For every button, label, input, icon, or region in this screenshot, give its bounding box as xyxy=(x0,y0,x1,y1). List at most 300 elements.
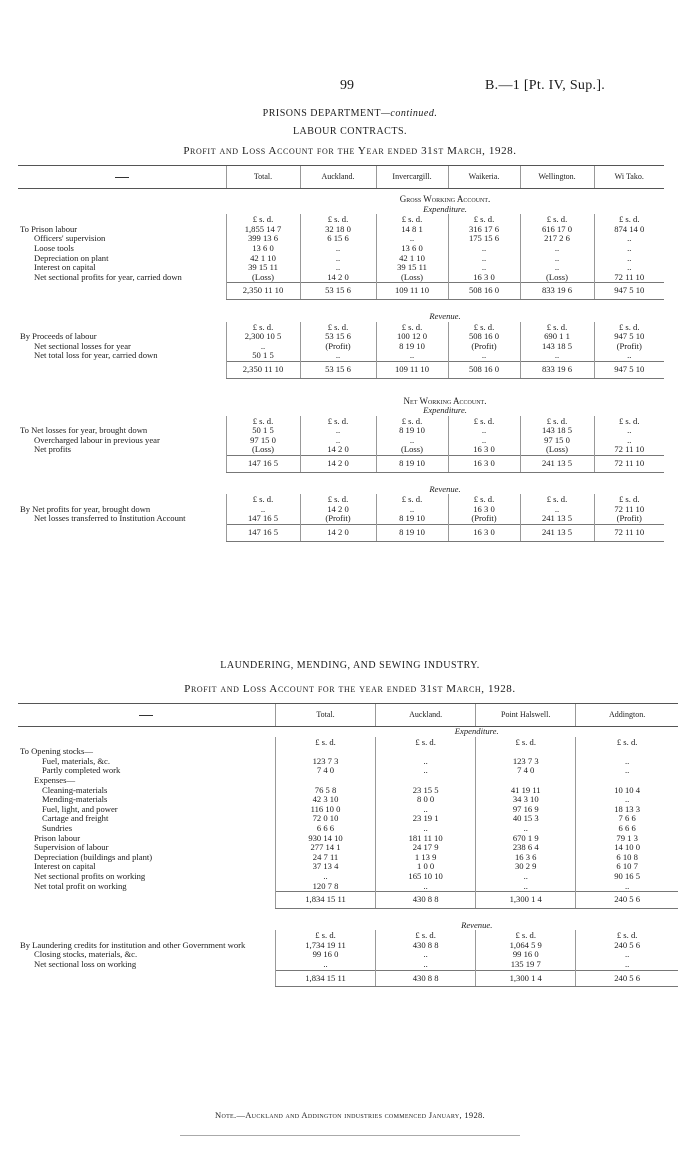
row-label-text: Net sectional profits for year, carried down xyxy=(34,271,182,282)
currency-unit: £ s. d. xyxy=(594,494,664,505)
cell-value: .. xyxy=(594,426,664,436)
cell-value: 14 2 0 xyxy=(300,505,376,515)
expenditure-label: Expenditure. xyxy=(454,726,499,736)
cell-value: 120 7 8 xyxy=(275,882,375,892)
total-value: 14 2 0 xyxy=(300,456,376,473)
cell-value: 14 2 0 xyxy=(300,273,376,283)
labour-contracts-title: LABOUR CONTRACTS. xyxy=(292,126,408,137)
currency-unit: £ s. d. xyxy=(520,416,594,427)
currency-unit: £ s. d. xyxy=(376,214,448,225)
total-spacer xyxy=(18,525,226,542)
total-value: 16 3 0 xyxy=(448,525,520,542)
revenue-label: Revenue. xyxy=(461,919,493,930)
spacer-row xyxy=(18,378,664,391)
department-name: PRISONS DEPARTMENT xyxy=(262,108,381,119)
cell-value: .. xyxy=(376,436,448,446)
column-header-row xyxy=(18,166,664,189)
row-label-text: To Net losses for year, brought down xyxy=(20,425,148,436)
cell-value: 430 8 8 xyxy=(376,941,476,951)
cell-value: 13 6 0 xyxy=(376,244,448,254)
total-value: 2,350 11 10 xyxy=(226,283,300,300)
cell-value: 23 15 5 xyxy=(376,786,476,796)
cell-value: .. xyxy=(300,244,376,254)
column-header: Waikeria. xyxy=(448,166,520,189)
row-label-text: By Net profits for year, brought down xyxy=(20,503,151,514)
row-label-text: Fuel, materials, &c. xyxy=(42,755,111,766)
cell-value: 1 13 9 xyxy=(376,853,476,863)
row-label-text: Expenses— xyxy=(34,774,76,785)
cell-value: .. xyxy=(520,244,594,254)
total-value: 430 8 8 xyxy=(376,892,476,909)
revenue-label-spacer xyxy=(18,485,226,495)
cell-value: (Loss) xyxy=(226,445,300,455)
cell-value: 240 5 6 xyxy=(576,941,678,951)
total-row xyxy=(18,283,664,300)
cell-value: 24 17 9 xyxy=(376,843,476,853)
cell-value: 241 13 5 xyxy=(520,514,594,524)
row-label xyxy=(18,273,226,283)
cell-value: 97 15 0 xyxy=(226,436,300,446)
cell-value: .. xyxy=(448,351,520,361)
revenue-label-spacer xyxy=(18,921,275,931)
cell-value: .. xyxy=(275,872,375,882)
cell-value: .. xyxy=(576,960,678,970)
cell-value: 1,734 19 11 xyxy=(275,941,375,951)
total-value: 147 16 5 xyxy=(226,525,300,542)
table-row xyxy=(18,853,678,863)
cell-value: (Profit) xyxy=(448,342,520,352)
row-label-text: Net total loss for year, carried down xyxy=(34,350,158,361)
cell-value: .. xyxy=(576,795,678,805)
currency-unit: £ s. d. xyxy=(476,737,576,748)
cell-value: .. xyxy=(300,254,376,264)
cell-value: 6 15 6 xyxy=(300,234,376,244)
total-value: 240 5 6 xyxy=(576,892,678,909)
cell-value: .. xyxy=(448,436,520,446)
currency-unit: £ s. d. xyxy=(594,322,664,333)
cell-value: 50 1 5 xyxy=(226,426,300,436)
currency-unit: £ s. d. xyxy=(576,737,678,748)
row-label-text: Officers' supervision xyxy=(34,233,106,244)
row-label-text: Closing stocks, materials, &c. xyxy=(34,949,138,960)
table-row xyxy=(18,814,678,824)
row-label-text: To Prison labour xyxy=(20,223,78,234)
row-label-text: Net total profit on working xyxy=(34,880,127,891)
cell-value: .. xyxy=(520,263,594,273)
cell-value: (Loss) xyxy=(520,273,594,283)
cell-value: .. xyxy=(448,263,520,273)
total-value: 72 11 10 xyxy=(594,456,664,473)
column-header: Invercargill. xyxy=(376,166,448,189)
table-row xyxy=(18,834,678,844)
total-value: 508 16 0 xyxy=(448,283,520,300)
row-label-text: Supervision of labour xyxy=(34,842,109,853)
total-spacer xyxy=(18,970,275,987)
row-label xyxy=(18,351,226,361)
column-header: Point Halswell. xyxy=(476,704,576,727)
cell-value: 32 18 0 xyxy=(300,225,376,235)
cell-value: .. xyxy=(594,436,664,446)
cell-value: .. xyxy=(576,757,678,767)
cell-value: .. xyxy=(576,882,678,892)
currency-unit: £ s. d. xyxy=(376,930,476,941)
cell-value: 72 11 10 xyxy=(594,273,664,283)
cell-value: .. xyxy=(376,960,476,970)
column-header: Auckland. xyxy=(300,166,376,189)
table-row xyxy=(18,273,664,283)
currency-unit: £ s. d. xyxy=(594,214,664,225)
currency-unit: £ s. d. xyxy=(376,416,448,427)
currency-unit: £ s. d. xyxy=(520,494,594,505)
currency-unit: £ s. d. xyxy=(226,416,300,427)
header-dash xyxy=(18,166,226,189)
spacer-row xyxy=(18,472,664,485)
department-continued: —continued. xyxy=(381,108,438,119)
cell-value: .. xyxy=(594,234,664,244)
spacer-cell xyxy=(18,299,664,312)
cell-value: 1,855 14 7 xyxy=(226,225,300,235)
net-working-title-spacer xyxy=(18,391,226,407)
cell-value: 8 19 10 xyxy=(376,342,448,352)
column-header: Wi Tako. xyxy=(594,166,664,189)
row-label-text: Interest on capital xyxy=(34,861,96,872)
cell-value: 99 16 0 xyxy=(476,950,576,960)
bottom-rule xyxy=(180,1135,520,1136)
cell-value: (Loss) xyxy=(376,273,448,283)
table-row xyxy=(18,960,678,970)
cell-value: 30 2 9 xyxy=(476,862,576,872)
cell-value: .. xyxy=(300,351,376,361)
currency-unit: £ s. d. xyxy=(300,494,376,505)
row-label xyxy=(18,960,275,970)
cell-value: 181 11 10 xyxy=(376,834,476,844)
cell-value: 50 1 5 xyxy=(226,351,300,361)
expenditure-label: Expenditure. xyxy=(423,405,467,416)
total-row xyxy=(18,525,664,542)
revenue-label-spacer xyxy=(18,312,226,322)
row-label-text: Net losses transferred to Institution Account xyxy=(34,513,186,524)
cell-value: 165 10 10 xyxy=(376,872,476,882)
total-value: 241 13 5 xyxy=(520,456,594,473)
cell-value: .. xyxy=(594,254,664,264)
cell-value: 97 15 0 xyxy=(520,436,594,446)
revenue-label-row xyxy=(18,485,664,495)
cell-value: 690 1 1 xyxy=(520,332,594,342)
cell-value: 42 1 10 xyxy=(226,254,300,264)
cell-value: .. xyxy=(300,426,376,436)
cell-value: (Profit) xyxy=(300,342,376,352)
expenditure-label-row xyxy=(18,406,664,416)
currency-unit: £ s. d. xyxy=(226,322,300,333)
currency-unit: £ s. d. xyxy=(300,416,376,427)
cell-value: 7 4 0 xyxy=(275,766,375,776)
spacer-cell xyxy=(18,378,664,391)
currency-unit: £ s. d. xyxy=(476,930,576,941)
cell-value: 6 6 6 xyxy=(275,824,375,834)
total-spacer xyxy=(18,283,226,300)
row-label-text: Net sectional profits on working xyxy=(34,870,146,881)
table-row xyxy=(18,747,678,757)
expenditure-label: Expenditure. xyxy=(423,203,467,214)
expenditure-label-spacer xyxy=(18,727,275,737)
cell-value: 143 18 5 xyxy=(520,342,594,352)
total-value: 109 11 10 xyxy=(376,283,448,300)
cell-value: (Loss) xyxy=(376,445,448,455)
row-label-text: Sundries xyxy=(42,822,73,833)
cell-value: 23 19 1 xyxy=(376,814,476,824)
cell-value: .. xyxy=(376,950,476,960)
cell-value: .. xyxy=(448,254,520,264)
row-label-text: Cleaning-materials xyxy=(42,784,108,795)
cell-value: 1 0 0 xyxy=(376,862,476,872)
cell-value: .. xyxy=(576,950,678,960)
row-label-text: By Proceeds of labour xyxy=(20,331,97,342)
total-spacer xyxy=(18,892,275,909)
cell-value: 42 1 10 xyxy=(376,254,448,264)
cell-value: 16 3 0 xyxy=(448,505,520,515)
cell-value: 8 19 10 xyxy=(376,514,448,524)
cell-value: .. xyxy=(520,505,594,515)
cell-value: .. xyxy=(226,342,300,352)
column-header: Wellington. xyxy=(520,166,594,189)
total-row xyxy=(18,970,678,987)
row-label-text: Overcharged labour in previous year xyxy=(34,434,160,445)
dash-mark xyxy=(139,715,153,716)
row-label-text: Depreciation on plant xyxy=(34,252,109,263)
cell-value: .. xyxy=(300,263,376,273)
total-value: 14 2 0 xyxy=(300,525,376,542)
total-value: 2,350 11 10 xyxy=(226,361,300,378)
cell-value: .. xyxy=(300,436,376,446)
cell-value: .. xyxy=(476,872,576,882)
footnote: Note.—Auckland and Addington industries commenced January, 1928. xyxy=(215,1110,485,1120)
cell-value: .. xyxy=(594,244,664,254)
total-value: 1,300 1 4 xyxy=(476,892,576,909)
total-row xyxy=(18,361,664,378)
cell-value: .. xyxy=(376,824,476,834)
row-label xyxy=(18,882,275,892)
cell-value: .. xyxy=(594,351,664,361)
cell-value: .. xyxy=(376,882,476,892)
table-row xyxy=(18,805,678,815)
spacer-row xyxy=(18,908,678,921)
gross-working-title-row xyxy=(18,189,664,205)
cell-value: 16 3 6 xyxy=(476,853,576,863)
total-value: 833 19 6 xyxy=(520,283,594,300)
cell-value: 399 13 6 xyxy=(226,234,300,244)
cell-value: 42 3 10 xyxy=(275,795,375,805)
table-row xyxy=(18,766,678,776)
currency-unit: £ s. d. xyxy=(520,214,594,225)
column-header: Total. xyxy=(275,704,375,727)
profit-loss-title-2: Profit and Loss Account for the year ended 31st March, 1928. xyxy=(184,683,516,695)
cell-value: 97 16 9 xyxy=(476,805,576,815)
cell-value: 6 6 6 xyxy=(576,824,678,834)
total-row xyxy=(18,456,664,473)
total-value: 147 16 5 xyxy=(226,456,300,473)
cell-value: 143 18 5 xyxy=(520,426,594,436)
cell-value: 947 5 10 xyxy=(594,332,664,342)
total-spacer xyxy=(18,456,226,473)
total-spacer xyxy=(18,361,226,378)
cell-value: 72 0 10 xyxy=(275,814,375,824)
laundering-table xyxy=(18,703,678,987)
spacer-cell xyxy=(18,908,678,921)
spacer-cell xyxy=(18,472,664,485)
cell-value: 100 12 0 xyxy=(376,332,448,342)
cell-value: (Profit) xyxy=(448,514,520,524)
cell-value: 34 3 10 xyxy=(476,795,576,805)
currency-unit: £ s. d. xyxy=(376,737,476,748)
row-label-text: Net sectional loss on working xyxy=(34,959,137,970)
currency-unit: £ s. d. xyxy=(576,930,678,941)
row-label-text: Mending-materials xyxy=(42,794,108,805)
total-value: 508 16 0 xyxy=(448,361,520,378)
cell-value: 24 7 11 xyxy=(275,853,375,863)
table-row xyxy=(18,514,664,524)
currency-unit: £ s. d. xyxy=(376,322,448,333)
cell-value: 10 10 4 xyxy=(576,786,678,796)
cell-value: 7 6 6 xyxy=(576,814,678,824)
table-row xyxy=(18,234,664,244)
header-dash xyxy=(18,704,275,727)
cell-value: 79 1 3 xyxy=(576,834,678,844)
laundering-title: LAUNDERING, MENDING, AND SEWING INDUSTRY. xyxy=(220,660,480,671)
row-label-text: Net profits xyxy=(34,444,71,455)
total-value: 430 8 8 xyxy=(376,970,476,987)
cell-value: 14 10 0 xyxy=(576,843,678,853)
column-header: Addington. xyxy=(576,704,678,727)
cell-value: 135 19 7 xyxy=(476,960,576,970)
cell-value: 316 17 6 xyxy=(448,225,520,235)
cell-value: 874 14 0 xyxy=(594,225,664,235)
cell-value: 40 15 3 xyxy=(476,814,576,824)
row-label-text: Partly completed work xyxy=(42,765,121,776)
gross-working-title: Gross Working Account. xyxy=(399,194,491,204)
total-value: 8 19 10 xyxy=(376,525,448,542)
total-value: 947 5 10 xyxy=(594,361,664,378)
cell-value: 8 0 0 xyxy=(376,795,476,805)
cell-value: 18 13 3 xyxy=(576,805,678,815)
currency-unit: £ s. d. xyxy=(226,214,300,225)
cell-value: 238 6 4 xyxy=(476,843,576,853)
currency-unit: £ s. d. xyxy=(275,737,375,748)
cell-value: 123 7 3 xyxy=(476,757,576,767)
cell-value: .. xyxy=(476,882,576,892)
table-row xyxy=(18,351,664,361)
cell-value: (Profit) xyxy=(594,514,664,524)
row-label xyxy=(18,445,226,455)
currency-unit: £ s. d. xyxy=(226,494,300,505)
cell-value: 13 6 0 xyxy=(226,244,300,254)
expenditure-label-row xyxy=(18,727,678,737)
column-header-row xyxy=(18,704,678,727)
total-value: 72 11 10 xyxy=(594,525,664,542)
page-number: 99 xyxy=(340,78,354,93)
column-header: Total. xyxy=(226,166,300,189)
cell-value: .. xyxy=(376,757,476,767)
table-row xyxy=(18,445,664,455)
profit-loss-title-1: Profit and Loss Account for the Year ended 31st March, 1928. xyxy=(183,145,517,157)
currency-unit: £ s. d. xyxy=(300,214,376,225)
total-value: 241 13 5 xyxy=(520,525,594,542)
cell-value: .. xyxy=(594,263,664,273)
expenditure-label-row xyxy=(18,205,664,215)
cell-value: 147 16 5 xyxy=(226,514,300,524)
cell-value: (Profit) xyxy=(300,514,376,524)
cell-value: 116 10 0 xyxy=(275,805,375,815)
cell-value: 41 19 11 xyxy=(476,786,576,796)
table-row xyxy=(18,254,664,264)
cell-value: .. xyxy=(448,426,520,436)
table-row xyxy=(18,244,664,254)
cell-value: 1,064 5 9 xyxy=(476,941,576,951)
cell-value: 72 11 10 xyxy=(594,445,664,455)
currency-unit: £ s. d. xyxy=(300,322,376,333)
total-value: 8 19 10 xyxy=(376,456,448,473)
cell-value: .. xyxy=(376,234,448,244)
row-label-text: To Opening stocks— xyxy=(20,746,93,757)
cell-value: (Loss) xyxy=(520,445,594,455)
total-value: 240 5 6 xyxy=(576,970,678,987)
total-value: 53 15 6 xyxy=(300,361,376,378)
cell-value: .. xyxy=(376,351,448,361)
table-row xyxy=(18,776,678,786)
row-label-text: By Laundering credits for institution and other Government work xyxy=(20,939,246,950)
total-value: 947 5 10 xyxy=(594,283,664,300)
cell-value: 14 8 1 xyxy=(376,225,448,235)
cell-value: 508 16 0 xyxy=(448,332,520,342)
currency-unit: £ s. d. xyxy=(448,416,520,427)
labour-contracts-table xyxy=(18,165,664,542)
row-label-text: Interest on capital xyxy=(34,262,96,273)
table-row xyxy=(18,882,678,892)
cell-value: .. xyxy=(226,505,300,515)
cell-value: 175 15 6 xyxy=(448,234,520,244)
cell-value: .. xyxy=(376,505,448,515)
unit-row xyxy=(18,737,678,748)
cell-value: 7 4 0 xyxy=(476,766,576,776)
revenue-label-row xyxy=(18,312,664,322)
cell-value: .. xyxy=(576,766,678,776)
cell-value: 2,300 10 5 xyxy=(226,332,300,342)
net-working-title-row xyxy=(18,391,664,407)
row-label xyxy=(18,514,226,524)
cell-value: 16 3 0 xyxy=(448,445,520,455)
total-value: 16 3 0 xyxy=(448,456,520,473)
total-value: 1,834 15 11 xyxy=(275,892,375,909)
cell-value: 616 17 0 xyxy=(520,225,594,235)
cell-value: 930 14 10 xyxy=(275,834,375,844)
gross-working-title-spacer xyxy=(18,189,226,205)
revenue-label: Revenue. xyxy=(429,310,461,321)
cell-value: 123 7 3 xyxy=(275,757,375,767)
spacer-row xyxy=(18,299,664,312)
cell-value: 53 15 6 xyxy=(300,332,376,342)
currency-unit: £ s. d. xyxy=(448,214,520,225)
cell-value: 217 2 6 xyxy=(520,234,594,244)
cell-value: (Loss) xyxy=(226,273,300,283)
cell-value: 16 3 0 xyxy=(448,273,520,283)
currency-unit: £ s. d. xyxy=(448,322,520,333)
cell-value: .. xyxy=(448,244,520,254)
cell-value: 99 16 0 xyxy=(275,950,375,960)
row-label-text: Net sectional losses for year xyxy=(34,340,131,351)
total-value: 109 11 10 xyxy=(376,361,448,378)
revenue-label-row xyxy=(18,921,678,931)
total-value: 1,300 1 4 xyxy=(476,970,576,987)
cell-value: .. xyxy=(520,254,594,264)
